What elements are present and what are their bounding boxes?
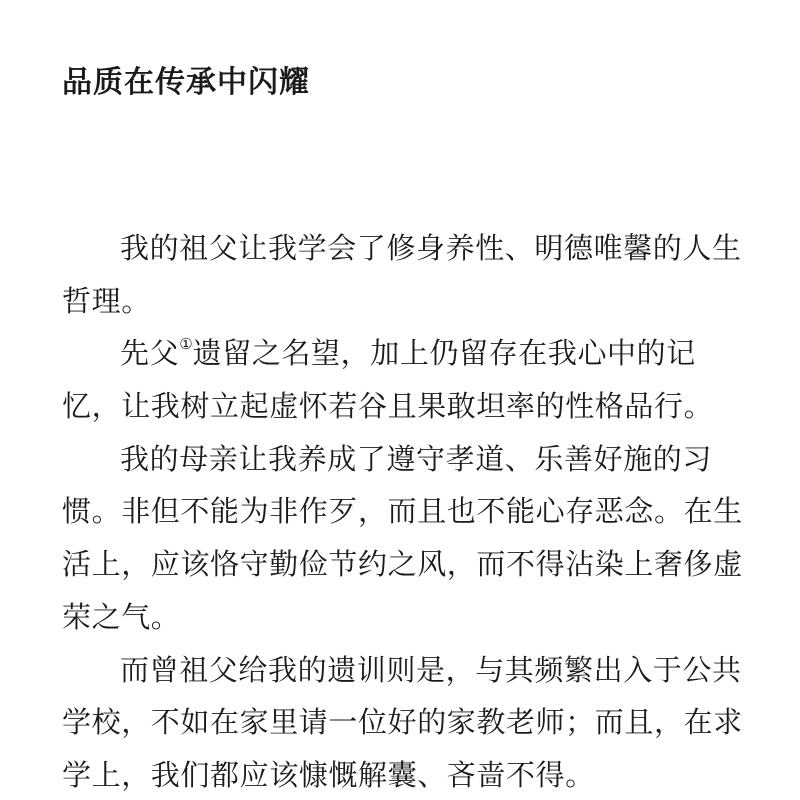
text-line: 学上，我们都应该慷慨解囊、吝啬不得。 xyxy=(62,757,595,792)
paragraph-grandfather xyxy=(62,222,742,327)
paragraph-father xyxy=(62,327,742,432)
paragraph-great-grandfather xyxy=(62,644,742,800)
text-line: 荣之气。 xyxy=(62,599,181,634)
footnote-marker: ① xyxy=(179,335,193,354)
text-segment: 遗留之名望，加上仍留存在我心中的记 xyxy=(192,336,696,371)
text-segment: 先父 xyxy=(120,336,180,371)
text-line: 惯。非但不能为非作歹，而且也不能心存恶念。在生 xyxy=(62,494,743,529)
text-line: 我的祖父让我学会了修身养性、明德唯馨的人生 xyxy=(120,231,742,265)
text-line: 忆，让我树立起虚怀若谷且果敢坦率的性格品行。 xyxy=(62,389,714,424)
text-line: 我的母亲让我养成了遵守孝道、乐善好施的习 xyxy=(120,441,713,476)
page-title: 品质在传承中闪耀 xyxy=(62,65,310,100)
text-line: 哲理。 xyxy=(62,283,151,318)
text-line: 活上，应该恪守勤俭节约之风，而不得沾染上奢侈虚 xyxy=(62,547,743,582)
text-line xyxy=(62,327,742,380)
text-line: 而曾祖父给我的遗训则是，与其频繁出入于公共 xyxy=(120,652,742,687)
text-line: 学校，不如在家里请一位好的家教老师；而且，在求 xyxy=(62,705,743,740)
paragraph-mother xyxy=(62,433,742,644)
body-text xyxy=(62,222,742,800)
